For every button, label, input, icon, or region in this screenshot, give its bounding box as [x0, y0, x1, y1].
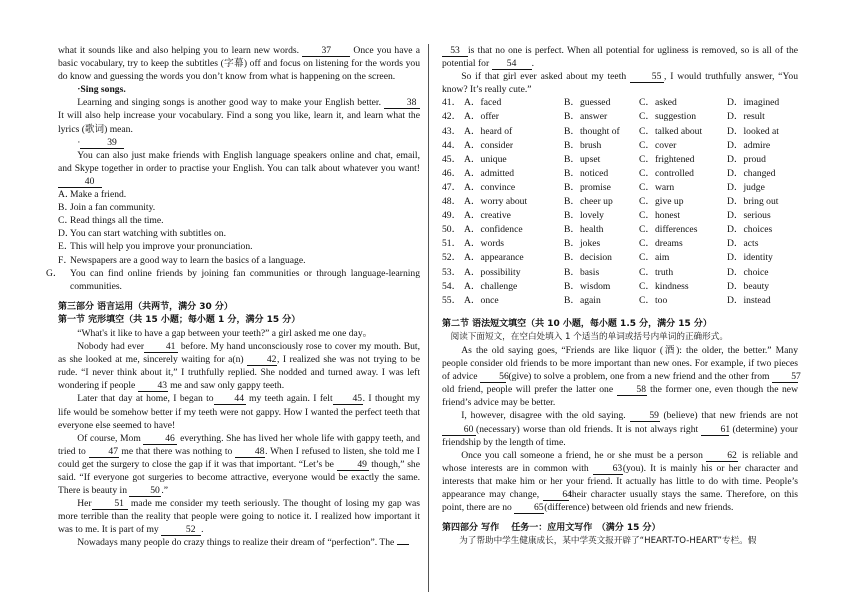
blank-56[interactable]: 56 — [480, 371, 506, 383]
option-b[interactable]: B．decision — [564, 252, 612, 264]
answer-row — [442, 251, 798, 265]
option-a[interactable]: A．words — [464, 238, 504, 250]
option-b[interactable]: B．lovely — [564, 210, 604, 222]
options-list — [46, 188, 420, 293]
answer-row — [442, 167, 798, 181]
blank-53[interactable]: 53 — [442, 45, 468, 57]
option-b[interactable]: B．promise — [564, 181, 611, 193]
answer-row — [442, 223, 798, 237]
blank-50[interactable]: 50 — [129, 485, 161, 497]
question-number: 42． — [442, 111, 462, 123]
question-number: 51． — [442, 238, 462, 250]
option-d[interactable]: D．looked at — [727, 125, 779, 137]
question-number: 50． — [442, 224, 462, 236]
question-number: 45． — [442, 153, 462, 165]
option-g: G． You can find online friends by joining fan communities or through language-learning communities. — [46, 267, 420, 292]
blank-42[interactable]: 42 — [247, 354, 277, 366]
option-c[interactable]: C．differences — [639, 224, 698, 236]
blank-57[interactable]: 57 — [772, 371, 798, 383]
answer-row — [442, 280, 798, 294]
option-a[interactable]: A．consider — [464, 139, 514, 151]
blank-55[interactable]: 55 — [630, 71, 664, 83]
blank-43[interactable]: 43 — [138, 380, 168, 392]
column-divider — [428, 44, 429, 592]
question-number: 52． — [442, 252, 462, 264]
blank-60[interactable]: 60 — [442, 424, 476, 436]
option-c[interactable]: C．frightened — [639, 153, 695, 165]
option-d[interactable]: D．identity — [727, 252, 773, 264]
answer-row — [442, 96, 798, 110]
option-d[interactable]: D．instead — [727, 294, 771, 306]
answer-row — [442, 139, 798, 153]
left-column — [46, 44, 421, 550]
blank-53-start — [397, 544, 409, 545]
option-a[interactable]: A．unique — [464, 153, 507, 165]
option-a: A．Make a friend. — [58, 189, 127, 201]
option-c[interactable]: C．cover — [639, 139, 677, 151]
option-b[interactable]: B．upset — [564, 153, 601, 165]
option-b[interactable]: B．noticed — [564, 167, 609, 179]
blank-65[interactable]: 65 — [514, 502, 544, 514]
option-b[interactable]: B．cheer up — [564, 196, 613, 208]
option-c[interactable]: C．give up — [639, 196, 684, 208]
blank-41[interactable]: 41 — [144, 341, 178, 353]
option-d[interactable]: D．admire — [727, 139, 771, 151]
paragraph-songs: Learning and singing songs is another good way to make your English better. 38 It will also help increase your vocabulary. Find a song you like, learn it, and learn what the lyrics (歌词) mean. — [58, 97, 420, 135]
option-b: B．Join a fan community. — [58, 202, 156, 214]
blank-37[interactable]: 37 — [302, 45, 350, 57]
grammar-para-3: Once you call someone a friend, he or she must be a person 62 is reliable and whose interests are in common with 63(you). It is mainly his or her character and interests that make him or her your friend. It actually has little to do with time. People’s appearance may change, 64their character usually stays the same. Therefore, on this point, there are no 65(difference) between old friends and new friends. — [442, 449, 799, 514]
option-d[interactable]: D．bring out — [727, 196, 779, 208]
option-b[interactable]: B．thought of — [564, 125, 620, 137]
option-c[interactable]: C．honest — [639, 210, 681, 222]
blank-51[interactable]: 51 — [92, 498, 128, 510]
blank-52[interactable]: 52 — [161, 524, 201, 536]
option-a[interactable]: A．faced — [464, 97, 502, 109]
section2-title: 第二节 语法短文填空（共 10 小题，每小题 1.5 分，满分 15 分） — [442, 318, 712, 329]
option-b[interactable]: B．brush — [564, 139, 602, 151]
option-c[interactable]: C．asked — [639, 97, 677, 109]
option-b[interactable]: B．health — [564, 224, 604, 236]
paragraph-watching: what it sounds like and also helping you to learn new words. 37 Once you have a basic vocabulary, try to keep the subtitles (字幕) off and focus on listening for the words you do know and guessing the words you don’t know from what is happening on the screen. — [58, 45, 420, 83]
answer-row — [442, 153, 798, 167]
blank-54[interactable]: 54 — [492, 58, 532, 70]
option-d[interactable]: D．acts — [727, 238, 759, 250]
option-c: C．Read things all the time. — [58, 215, 164, 227]
paragraph-friends: You can also just make friends with English language speakers online and chat, email, and Skype together in order to practise your English. You can talk about whatever you want! 40 — [58, 149, 420, 187]
option-d[interactable]: D．proud — [727, 153, 766, 165]
answer-row — [442, 294, 798, 308]
option-b[interactable]: B．basis — [564, 266, 600, 278]
blank-40[interactable]: 40 — [58, 176, 102, 188]
blank-48[interactable]: 48 — [235, 446, 265, 458]
option-d[interactable]: D．judge — [727, 181, 765, 193]
option-a[interactable]: A．offer — [464, 111, 499, 123]
option-d: D．You can start watching with subtitles on. — [58, 228, 226, 240]
question-number: 49． — [442, 210, 462, 222]
question-number: 44． — [442, 139, 462, 151]
option-a[interactable]: A．creative — [464, 210, 511, 222]
option-c[interactable]: C．kindness — [639, 280, 689, 292]
cloze-para-1: “What's it like to have a gap between your teeth?” a girl asked me one day。 — [77, 327, 373, 339]
option-a[interactable]: A．appearance — [464, 252, 524, 264]
option-e: E．This will help you improve your pronunciation. — [58, 241, 253, 253]
answer-row — [442, 209, 798, 223]
answer-row — [442, 195, 798, 209]
option-c[interactable]: C．suggestion — [639, 111, 697, 123]
grammar-para-2: I, however, disagree with the old saying. 59 (believe) that new friends are not 60 (necessary) worse than old friends. It is not always right 61 (determine) your friendship by the length of time. — [442, 410, 798, 448]
option-a[interactable]: A．worry about — [464, 196, 528, 208]
cloze-para-4: Of course, Mom 46 everything. She has lived her whole life with gappy teeth, and tried to 47 me that there was nothing to 48. When I refused to listen, she told me I could get the surgery to close the gap if it was that important. “Let’s be 49 though,” she said. “If everyone got surgeries to become attractive, everyone would be exactly the same. There is beauty in 50 .” — [58, 432, 421, 497]
blank-62[interactable]: 62 — [706, 450, 738, 462]
cloze-para-5: Her 51 made me consider my teeth seriously. The thought of losing my gap was more terrible than the reality that people were going to notice it. I realized how important it was to me. It is part of my 52 . — [58, 498, 420, 536]
option-d[interactable]: D．choice — [727, 266, 769, 278]
question-number: 41． — [442, 97, 462, 109]
option-a[interactable]: A．challenge — [464, 280, 518, 292]
cloze-para-2: Nobody had ever 41 before. My hand unconsciously rose to cover my mouth. But, as she looked at me, sincerely waiting for a(n) 42, I realized she was not trying to be rude. “I never think about it,” I truthfully replied. She nodded and turned away. I was left wondering if people 43 me and saw only gappy teeth. — [58, 341, 420, 392]
option-c[interactable]: C．controlled — [639, 167, 694, 179]
option-a[interactable]: A．possibility — [464, 266, 521, 278]
cloze-para-6: Nowadays many people do crazy things to realize their dream of “perfection”. The — [58, 536, 420, 549]
blank-38[interactable]: 38 — [384, 97, 420, 109]
option-a[interactable]: A．admitted — [464, 167, 515, 179]
cloze-answer-table — [442, 96, 798, 307]
blank-39[interactable]: 39 — [80, 137, 124, 149]
option-d[interactable]: D．imagined — [727, 97, 780, 109]
option-c[interactable]: C．too — [639, 294, 668, 306]
question-number: 53． — [442, 266, 462, 278]
section2-instruction: 阅读下面短文，在空白处填入 1 个适当的单词或括号内单词的正确形式。 — [450, 331, 728, 342]
blank-49[interactable]: 49 — [337, 459, 369, 471]
answer-row — [442, 237, 798, 251]
question-number: 43． — [442, 125, 462, 137]
heading-sing-songs: ·Sing songs. — [77, 84, 126, 96]
option-a[interactable]: A．confidence — [464, 224, 523, 236]
option-a[interactable]: A．convince — [464, 181, 516, 193]
bullet-39: · 39 — [58, 136, 420, 149]
blank-45[interactable]: 45 — [333, 393, 363, 405]
cloze-para-6-cont: 53 is that no one is perfect. When all potential for ugliness is removed, so is all of the potential for 54 . — [442, 45, 798, 70]
cloze-para-3: Later that day at home, I began to 44 my teeth again. I felt 45. I thought my life would be somehow better if my teeth were not gappy. How I wanted the perfect teeth that everyone else seemed to have! — [58, 393, 420, 431]
option-d[interactable]: D．choices — [727, 224, 773, 236]
answer-row — [442, 110, 798, 124]
answer-row — [442, 181, 798, 195]
blank-58[interactable]: 58 — [617, 384, 647, 396]
blank-63[interactable]: 63 — [593, 463, 623, 475]
option-b[interactable]: B．wisdom — [564, 280, 611, 292]
blank-59[interactable]: 59 — [630, 410, 660, 422]
option-b[interactable]: B．again — [564, 294, 601, 306]
option-c[interactable]: C．warn — [639, 181, 675, 193]
grammar-para-1: As the old saying goes, “Friends are like liquor (酒): the older, the better.” Many people consider old friends to be more important than new ones. For example, if two pieces of advice 56 (give) to solve a problem, one from a new friend and the other from 57 old friend, people will prefer the latter one 58 the former one, even though the new friend’s advice may be better. — [442, 344, 801, 409]
option-b[interactable]: B．jokes — [564, 238, 601, 250]
option-d[interactable]: D．changed — [727, 167, 776, 179]
option-b[interactable]: B．answer — [564, 111, 608, 123]
blank-61[interactable]: 61 — [701, 424, 729, 436]
answer-row — [442, 266, 798, 280]
option-d[interactable]: D．result — [727, 111, 765, 123]
blank-64[interactable]: 64 — [543, 489, 569, 501]
option-b[interactable]: B．guessed — [564, 97, 611, 109]
option-d[interactable]: D．beauty — [727, 280, 770, 292]
right-column — [442, 44, 801, 548]
blank-47[interactable]: 47 — [89, 446, 119, 458]
option-c[interactable]: C．truth — [639, 266, 674, 278]
blank-46[interactable]: 46 — [143, 433, 177, 445]
question-number: 47． — [442, 181, 462, 193]
option-a[interactable]: A．heard of — [464, 125, 513, 137]
question-number: 46． — [442, 167, 462, 179]
option-c[interactable]: C．talked about — [639, 125, 703, 137]
part3-section1-title: 第一节 完形填空（共 15 小题；每小题 1 分，满分 15 分） — [58, 314, 301, 325]
question-number: 55． — [442, 294, 462, 306]
option-c[interactable]: C．dreams — [639, 238, 683, 250]
option-f: F．Newspapers are a good way to learn the basics of a language. — [58, 254, 306, 266]
option-a[interactable]: A．once — [464, 294, 499, 306]
question-number: 48． — [442, 196, 462, 208]
part4-text: 为了帮助中学生健康成长，某中学英文报开辟了“HEART-TO-HEART”专栏。假 — [459, 536, 757, 547]
option-d[interactable]: D．serious — [727, 210, 771, 222]
blank-44[interactable]: 44 — [214, 393, 246, 405]
cloze-para-7: So if that girl ever asked about my teeth 55 , I would truthfully answer, “You know? It’s really cute.” — [442, 71, 799, 96]
answer-row — [442, 125, 798, 139]
question-number: 54． — [442, 280, 462, 292]
option-c[interactable]: C．aim — [639, 252, 670, 264]
part3-title: 第三部分 语言运用（共两节，满分 30 分） — [58, 301, 233, 312]
part4-title: 第四部分 写作 任务一：应用文写作 （满分 15 分） — [442, 523, 661, 534]
